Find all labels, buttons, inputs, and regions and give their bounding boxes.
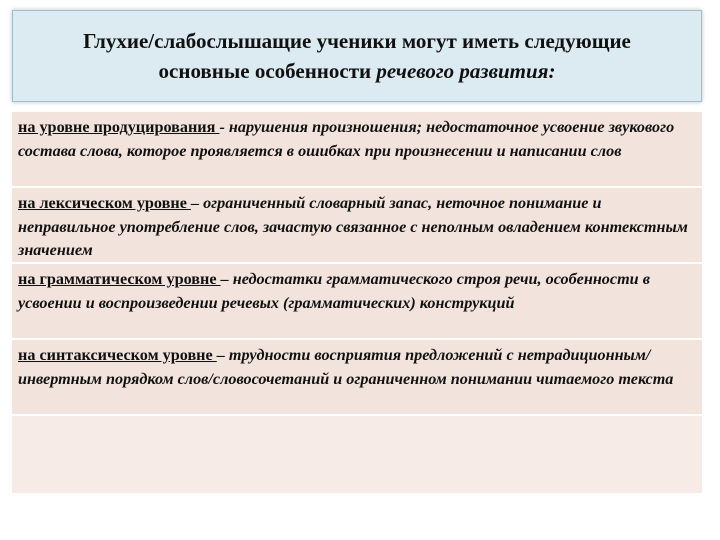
table-row [12,340,702,416]
row-term: на уровне продуцирования [18,118,220,136]
row-description: - нарушения произношения; недостаточное усвоение звукового состава слова, которое проявляется в ошибках при произнесении и написании слов [18,118,675,160]
table-row [12,188,702,264]
table-row [12,112,702,188]
slide-title [12,10,702,102]
row-description: – ограниченный словарный запас, неточное понимание и неправильное употребление слов, зачастую связанное с неполным овладением контекстным значением [18,194,688,259]
title-line-1: Глухие/слабослышащие ученики могут иметь следующие [83,29,631,53]
features-table [12,112,702,495]
row-term: на грамматическом уровне [18,270,221,288]
row-term: на синтаксическом уровне [18,346,217,364]
row-term: на лексическом уровне [18,194,191,212]
table-row [12,264,702,340]
row-description: – недостатки грамматического строя речи, особенности в усвоении и воспроизведении речевых (грамматических) конструкций [18,270,650,312]
title-line-2 [159,56,556,86]
title-line-2-prefix: основные особенности [158,59,377,83]
title-emphasis: речевого развития: [376,59,556,83]
row-description: – трудности восприятия предложений с нетрадиционным/инвертным порядком слов/словосочетаний и ограниченном понимании читаемого текста [18,346,674,388]
empty-table-row [12,416,702,495]
